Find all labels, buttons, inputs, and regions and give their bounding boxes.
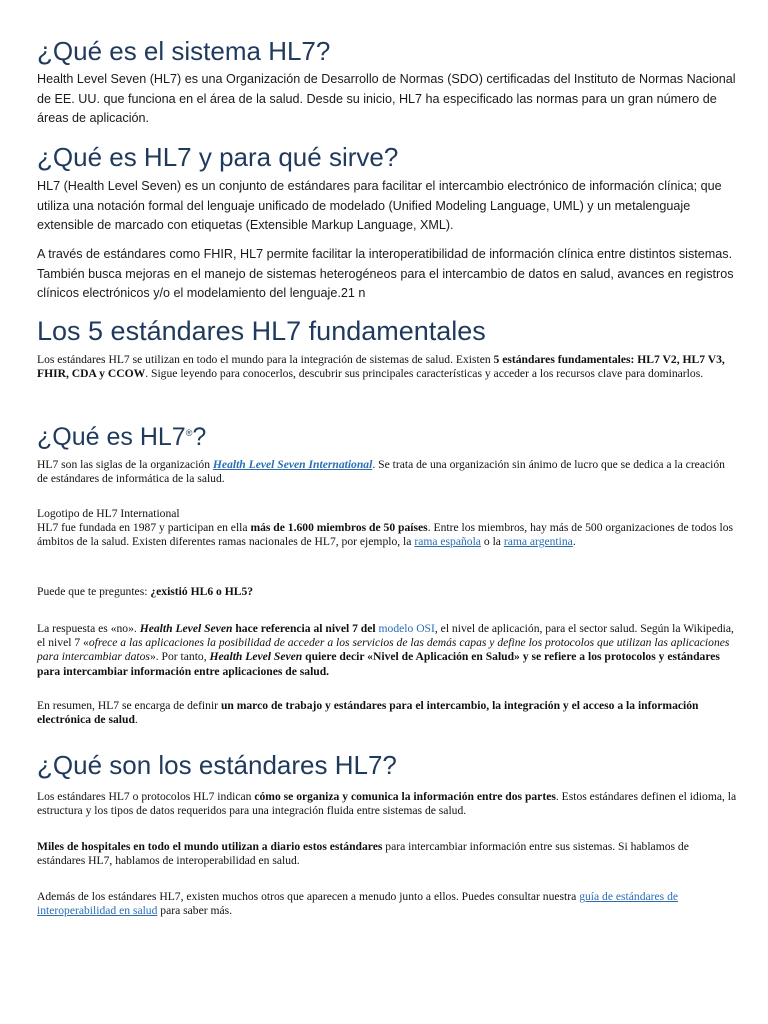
- link-rama-argentina[interactable]: rama argentina: [503, 535, 573, 549]
- paragraph-hl6-hl5-question: Puede que te preguntes: ¿existió HL6 o HL5?: [37, 585, 254, 598]
- paragraph-hl7-sdo: Health Level Seven (HL7) es una Organización de Desarrollo de Normas (SDO) certificadas del Instituto de Normas Nacional de EE. UU. que funciona en el área de la salud. Desde su inicio, HL7 ha especificado las normas para un gran número de áreas de aplicación.: [37, 72, 736, 125]
- paragraph-estandares-protocolos: Los estándares HL7 o protocolos HL7 indican cómo se organiza y comunica la información entre dos partes. Estos estándares definen el idioma, la estructura y los tipos de datos requeridos para una integración fluida entre sistemas de salud.: [37, 790, 737, 818]
- link-rama-espanola[interactable]: rama española: [414, 535, 481, 549]
- heading-que-son-estandares-hl7: ¿Qué son los estándares HL7?: [37, 750, 397, 780]
- paragraph-5-estandares: Los estándares HL7 se utilizan en todo el mundo para la integración de sistemas de salud. Existen 5 estándares fundamentales: HL7 V2, HL7 V3, FHIR, CDA y CCOW. Sigue leyendo para conocerlos, descubrir sus principales características y acceder a los recursos clave para dominarlos.: [37, 353, 725, 381]
- link-guia-estandares-interoperabilidad[interactable]: guía de estándares de interoperabilidad en salud: [37, 890, 679, 918]
- heading-5-estandares: Los 5 estándares HL7 fundamentales: [37, 316, 486, 346]
- paragraph-en-resumen: En resumen, HL7 se encarga de definir un marco de trabajo y estándares para el intercambio, la integración y el acceso a la información electrónica de salud.: [37, 699, 699, 727]
- paragraph-ademas-estandares: Además de los estándares HL7, existen muchos otros que aparecen a menudo junto a ellos. Puedes consultar nuestra guía de estándares de interoperabilidad en salud para saber más.: [37, 890, 679, 918]
- link-modelo-osi[interactable]: modelo OSI: [378, 622, 435, 635]
- heading-que-es-hl7-para-que-sirve: ¿Qué es HL7 y para qué sirve?: [37, 142, 399, 172]
- paragraph-hl7-definition: HL7 (Health Level Seven) es un conjunto de estándares para facilitar el intercambio electrónico de información clínica; que utiliza una notación formal del lenguaje unificado de modelado (Unified Modeling Language, UML) y un metalenguaje extensible de marcado con etiquetas (Extensible Markup Language, XML).: [37, 179, 722, 232]
- logo-caption: Logotipo de HL7 International: [37, 507, 180, 520]
- paragraph-hl7-siglas: HL7 son las siglas de la organización Health Level Seven International. Se trata de una organización sin ánimo de lucro que se dedica a la creación de estándares de informática de la salud.: [37, 458, 725, 486]
- paragraph-respuesta-osi: La respuesta es «no». Health Level Seven hace referencia al nivel 7 del modelo OSI, el nivel de aplicación, para el sector salud. Según la Wikipedia, el nivel 7 «ofrece a las aplicaciones la posibilidad de acceder a los servicios de las demás capas y define los protocolos que utilizan las aplicaciones para intercambiar datos». Por tanto, Health Level Seven quiere decir «Nivel de Aplicación en Salud» y se refiere a los protocolos y estándares para intercambiar información entre aplicaciones de salud.: [37, 622, 734, 678]
- registered-mark: ®: [185, 428, 193, 438]
- paragraph-miles-hospitales: Miles de hospitales en todo el mundo utilizan a diario estos estándares para intercambiar información entre sus sistemas. Si hablamos de estándares HL7, hablamos de interoperabilidad en salud.: [37, 840, 689, 868]
- paragraph-hl7-fhir: A través de estándares como FHIR, HL7 permite facilitar la interoperatibilidad de información clínica entre distintos sistemas. También busca mejoras en el manejo de sistemas heterogéneos para el intercambio de datos en salud, avances en registros clínicos electrónicos y/o el modelamiento del lenguaje.21 n: [37, 247, 734, 300]
- heading-que-es-hl7-registered: ¿Qué es HL7®?: [37, 423, 207, 451]
- heading-que-es-sistema-hl7: ¿Qué es el sistema HL7?: [37, 36, 331, 66]
- paragraph-hl7-fundada: HL7 fue fundada en 1987 y participan en ella más de 1.600 miembros de 50 países. Entre los miembros, hay más de 500 organizaciones de todos los ámbitos de la salud. Existen diferentes ramas nacionales de HL7, por ejemplo, la rama española o la rama argentina.: [37, 521, 734, 549]
- link-health-level-seven-international[interactable]: Health Level Seven International: [212, 458, 373, 471]
